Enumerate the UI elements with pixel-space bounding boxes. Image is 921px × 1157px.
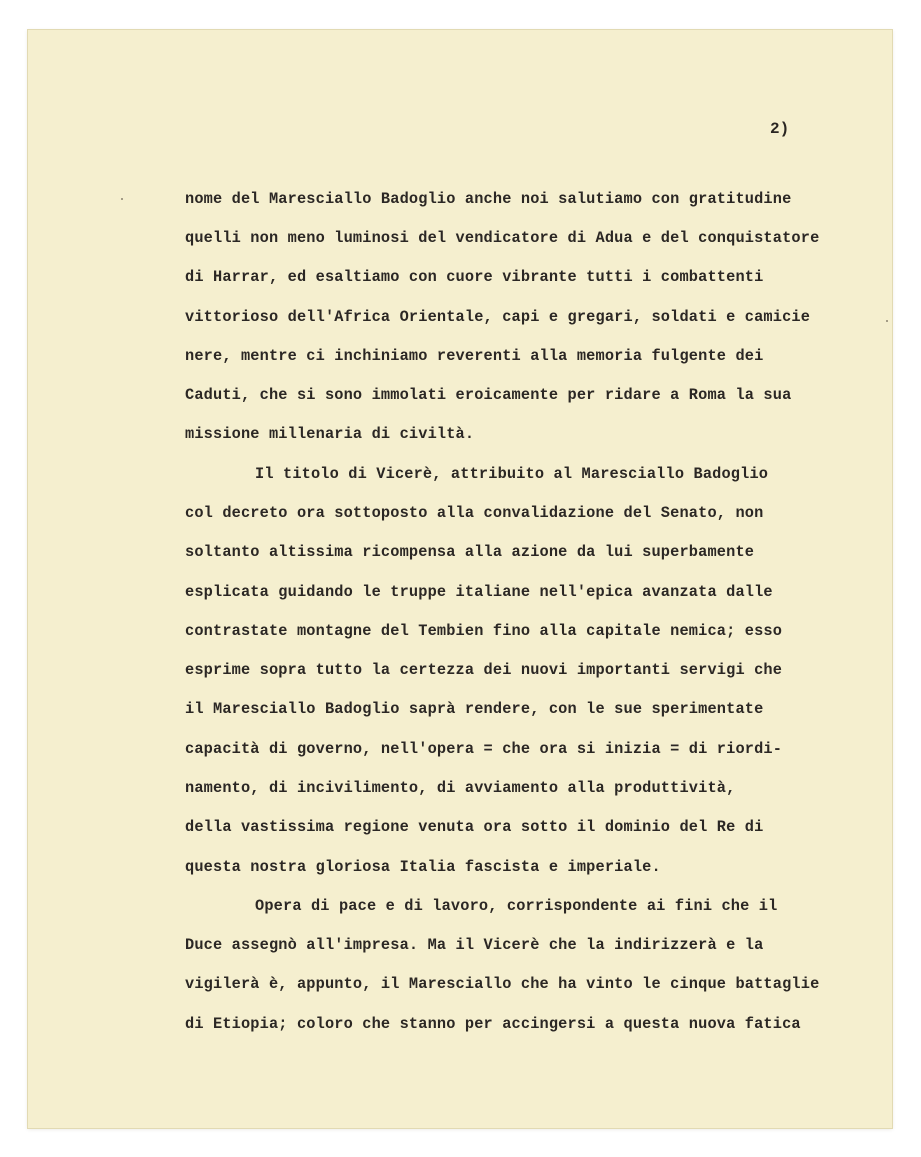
text-line: quelli non meno luminosi del vendicatore di Adua e del conquistatore bbox=[185, 229, 820, 247]
text-line: vigilerà è, appunto, il Maresciallo che ha vinto le cinque battaglie bbox=[185, 975, 820, 993]
document-page bbox=[28, 30, 892, 1128]
text-line: nere, mentre ci inchiniamo reverenti alla memoria fulgente dei bbox=[185, 347, 764, 365]
page-number: 2) bbox=[770, 120, 790, 138]
text-line: col decreto ora sottoposto alla convalidazione del Senato, non bbox=[185, 504, 764, 522]
text-line: Caduti, che si sono immolati eroicamente per ridare a Roma la sua bbox=[185, 386, 792, 404]
text-line: soltanto altissima ricompensa alla azione da lui superbamente bbox=[185, 543, 755, 561]
text-line: contrastate montagne del Tembien fino alla capitale nemica; esso bbox=[185, 622, 783, 640]
text-line: namento, di incivilimento, di avviamento alla produttività, bbox=[185, 779, 736, 797]
text-line: della vastissima regione venuta ora sotto il dominio del Re di bbox=[185, 818, 764, 836]
text-line: vittorioso dell'Africa Orientale, capi e gregari, soldati e camicie bbox=[185, 308, 811, 326]
text-line: capacità di governo, nell'opera = che ora si inizia = di riordi- bbox=[185, 740, 783, 758]
text-line: Duce assegnò all'impresa. Ma il Vicerè che la indirizzerà e la bbox=[185, 936, 764, 954]
text-line: esprime sopra tutto la certezza dei nuovi importanti servigi che bbox=[185, 661, 783, 679]
text-line: missione millenaria di civiltà. bbox=[185, 425, 475, 443]
text-line: esplicata guidando le truppe italiane nell'epica avanzata dalle bbox=[185, 583, 773, 601]
text-line: di Etiopia; coloro che stanno per accingersi a questa nuova fatica bbox=[185, 1015, 801, 1033]
text-line: di Harrar, ed esaltiamo con cuore vibrante tutti i combattenti bbox=[185, 268, 764, 286]
paper-speck bbox=[886, 320, 888, 322]
text-line: questa nostra gloriosa Italia fascista e imperiale. bbox=[185, 858, 661, 876]
text-line: nome del Maresciallo Badoglio anche noi salutiamo con gratitudine bbox=[185, 190, 792, 208]
paper-speck bbox=[121, 198, 123, 200]
text-line: Il titolo di Vicerè, attribuito al Maresciallo Badoglio bbox=[255, 465, 769, 483]
text-line: il Maresciallo Badoglio saprà rendere, con le sue sperimentate bbox=[185, 700, 764, 718]
text-line: Opera di pace e di lavoro, corrispondente ai fini che il bbox=[255, 897, 778, 915]
